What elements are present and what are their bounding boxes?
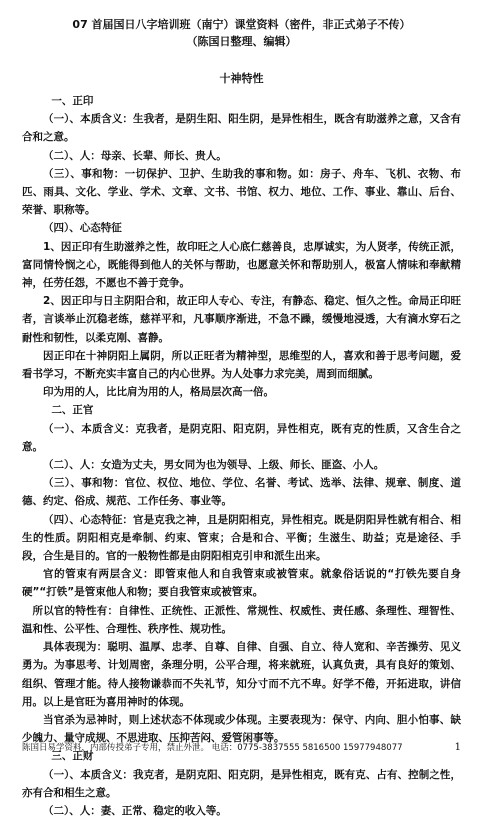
paragraph: （一）、本质含义：我克者，是阴克阳、阳克阴，是异性相克，既有克、占有、控制之性，亦有合和相生之意。 (22, 768, 461, 799)
paragraph: 具体表现为：聪明、温厚、忠孝、自尊、自律、自强、自立、待人宽和、辛苦操劳、见义勇为。为事思考、计划周密，条理分明，公平合理，将来就班，认真负责，具有良好的策划、组织、管理才能。待人接物谦恭而不失礼节，知分寸而不亢不卑。好学不倦，开拓进取，讲信用。以上是官旺为喜用神时的体现。 (22, 641, 461, 708)
header-author: （陈国日整理、编辑） (186, 35, 297, 48)
paragraph: （三）、事和物：官位、权位、地位、学位、名誉、考试、选举、法律、规章、制度、道德、约定、俗成、规范、工作任务、事业等。 (22, 477, 461, 508)
paragraph: （一）、本质含义：克我者，是阴克阳、阳克阴，异性相克，既有克的性质，又含生合之意。 (22, 422, 461, 453)
paragraph: （二）、人：母亲、长辈、师长、贵人。 (43, 149, 227, 162)
paragraph: （二）、人：女造为丈夫，男女同为也为领导、上级、师长、匪盗、小人。 (43, 459, 385, 472)
paragraph: 官的管束有两层含义：即管束他人和自我管束或被管束。就象俗话说的“打铁先要自身硬”“打铁”是管束他人和物；要自我管束或被管束。 (22, 568, 461, 599)
paragraph: （二）、人：妻、正常、稳定的收入等。 (43, 804, 227, 817)
paragraph: 印为用的人，比比肩为用的人，格局层次高一倍。 (43, 386, 274, 399)
document-header (22, 16, 461, 50)
heading-zhengyin: 一、正印 (51, 95, 94, 107)
paragraph: 因正印在十神阴阳上属阴，所以正旺者为精神型，思维型的人，喜欢和善于思考问题，爱看书学习，不断充实丰富自己的内心世界。为人处事力求完美，周到而细腻。 (22, 349, 461, 381)
paragraph: 2、因正印与日主阴阳合和，故正印人专心、专注，有静态、稳定、恒久之性。命局正印旺者，言谈举止沉稳老练，慈祥平和，凡事顺序渐进，不急不躁，缓慢地浸透，大有滴水穿石之耐性和韧性，以柔克刚、喜静。 (22, 295, 461, 344)
paragraph: 1、因正印有生助滋养之性，故印旺之人心底仁慈善良，忠厚诚实，为人贤孝，传统正派，富同情怜悯之心，既能得到他人的关怀与帮助，也愿意关怀和帮助别人，极富人情味和奉献精神，任劳任怨，不愿也不善于竞争。 (22, 240, 461, 290)
paragraph: （三）、事和物：一切保护、卫护、生助我的事和物。如：房子、舟车、飞机、衣物、布匹、雨具、文化、学业、学术、文章、文书、书馆、权力、地位、工作、事业、靠山、后台、荣誉、职称等。 (22, 167, 461, 217)
paragraph: 当官杀为忌神时，则上述状态不体现或少体现。主要表现为：保守、内向、胆小怕事、缺少魄力、量守成规、不思进取、压抑苦闷、爱管闲事等。 (22, 713, 461, 745)
heading-zhengcai: 三、正财 (51, 750, 94, 763)
page-footer (22, 741, 461, 753)
heading-zhengguan: 二、正官 (51, 404, 94, 417)
paragraph: （一）、本质含义：生我者，是阴生阳、阳生阴，是异性相生，既含有助滋养之意，又含有合和之意。 (22, 113, 461, 144)
paragraph: 所以官的特性有：自律性、正统性、正派性、常规性、权威性、责任感、条理性、理智性、温和性、公平性、合理性、秩序性、规功性。 (22, 604, 461, 635)
page-number: 1 (454, 742, 461, 753)
footer-contact: 陈国日易学资料，内部传授弟子专用，禁止外泄。 电话：0775-3837555 5816500 15977948077 (22, 743, 403, 753)
paragraph: （四）、心态特征：官是克我之神，且是阴阳相克，异性相克。既是阴阳异性就有相合、相生的性质。阴阳相克是牵制、约束、管束；合是和合、平衡；生滋生、助益；克是途径、手段，合生是目的。官的一般物性都是由阴阳相克引申和派生出来。 (22, 513, 461, 563)
paragraph: （四）、心态特征 (43, 222, 122, 235)
section-title: 十神特性 (219, 72, 264, 85)
header-title: 07 首届国日八字培训班（南宁）课堂资料（密件，非正式弟子不传） (72, 18, 411, 31)
document-body (22, 92, 461, 820)
